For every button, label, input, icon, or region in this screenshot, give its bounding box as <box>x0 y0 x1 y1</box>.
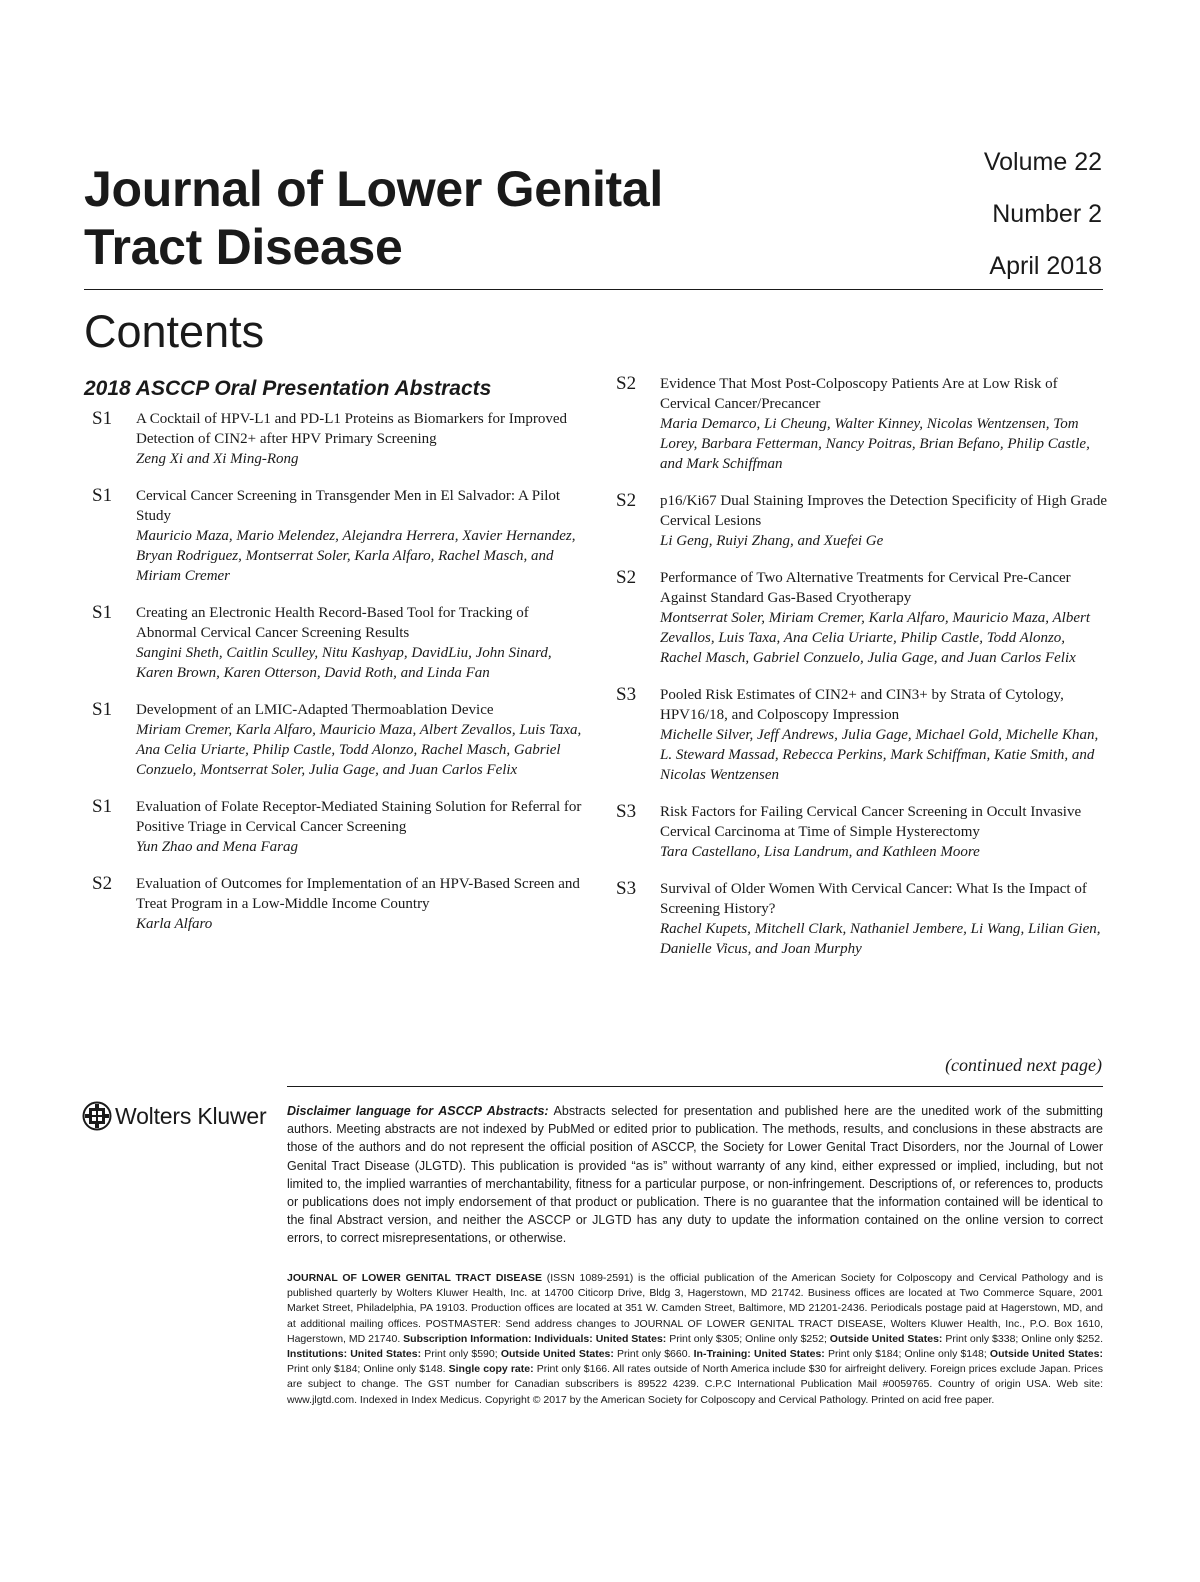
number-label: Number 2 <box>992 200 1102 228</box>
continued-note: (continued next page) <box>945 1055 1102 1075</box>
pubinfo-text: Print only $166. All rates outside of North America include $30 for airfreight delivery. Foreign prices exclude Japan. Prices are subject to change. The GST number for Canadian subscribers is 89522 4239. C.P.C International Publication Mail #0059765. Country of origin USA. Web site: www.jlgtd.com. Indexed in Index Medicus. Copyright © 2017 by the American Society for Colposcopy and Cervical Pathology. Printed on acid free paper. <box>287 1363 1103 1406</box>
pubinfo-label: In-Training: United States: <box>693 1348 825 1361</box>
toc-entry-title: Evaluation of Outcomes for Implementation of an HPV-Based Screen and Treat Program in a Low-Middle Income Country <box>136 876 580 912</box>
pubinfo-text: Print only $184; Online only $148. <box>287 1363 449 1376</box>
toc-entry-authors: Yun Zhao and Mena Farag <box>136 839 298 855</box>
toc-entry-title: Performance of Two Alternative Treatments for Cervical Pre-Cancer Against Standard Gas-Based Cryotherapy <box>660 570 1071 606</box>
toc-entry-title: Survival of Older Women With Cervical Cancer: What Is the Impact of Screening History? <box>660 881 1087 917</box>
toc-entry-authors: Zeng Xi and Xi Ming-Rong <box>136 451 299 467</box>
toc-entry-title: Pooled Risk Estimates of CIN2+ and CIN3+ by Strata of Cytology, HPV16/18, and Colposcopy Impression <box>660 687 1064 723</box>
pubinfo-label: Institutions: United States: <box>287 1348 422 1361</box>
toc-page-number: S2 <box>616 373 637 394</box>
toc-page-number: S1 <box>92 699 113 720</box>
pubinfo-label: Outside United States: <box>500 1348 614 1361</box>
toc-entry-title: Evidence That Most Post-Colposcopy Patients Are at Low Risk of Cervical Cancer/Precancer <box>660 376 1058 412</box>
publisher-logo <box>82 1100 266 1132</box>
toc-entry[interactable] <box>616 491 1108 551</box>
contents-column-left <box>92 409 592 951</box>
publication-info <box>287 1271 1103 1408</box>
pubinfo-journal-name: JOURNAL OF LOWER GENITAL TRACT DISEASE <box>287 1272 542 1284</box>
pubinfo-text: (ISSN 1089-2591) is the official publication of the American Society for Colposcopy and Cervical Pathology and is published quarterly by Wolters Kluwer Health, Inc. at 14700 Citicorp Drive, Bldg 3, Hagerstown, MD 21742. Business offices are located at Two Commerce Square, 2001 Market Street, Philadelphia, PA 19103. Production offices are located at 351 W. Camden Street, Baltimore, MD 21201-2436. Periodicals postage paid at Hagerstown, MD, and at additional mailing offices. POSTMASTER: Send address changes to JOURNAL OF LOWER GENITAL TRACT DISEASE, Wolters Kluwer Health, Inc., P.O. Box 1610, Hagerstown, MD 21740. <box>287 1272 1103 1345</box>
toc-entry[interactable] <box>92 797 592 857</box>
issue-info <box>984 136 1102 292</box>
toc-entry-authors: Mauricio Maza, Mario Melendez, Alejandra Herrera, Xavier Hernandez, Bryan Rodriguez, Montserrat Soler, Karla Alfaro, Rachel Masch, and Miriam Cremer <box>136 528 576 584</box>
toc-entry-authors: Karla Alfaro <box>136 916 213 932</box>
toc-page-number: S1 <box>92 602 113 623</box>
toc-page-number: S1 <box>92 408 113 429</box>
toc-entry-authors: Maria Demarco, Li Cheung, Walter Kinney, Nicolas Wentzensen, Tom Lorey, Barbara Fetterman, Nancy Poitras, Brian Befano, Philip Castle, and Mark Schiffman <box>660 416 1090 472</box>
toc-page-number: S2 <box>92 873 113 894</box>
toc-entry[interactable] <box>616 374 1108 474</box>
toc-entry[interactable] <box>92 409 592 469</box>
toc-entry[interactable] <box>92 874 592 934</box>
toc-entry[interactable] <box>616 685 1108 785</box>
pubinfo-subscription-label: Subscription Information: Individuals: United States: <box>403 1332 667 1345</box>
toc-page-number: S2 <box>616 567 637 588</box>
toc-page-number: S2 <box>616 490 637 511</box>
toc-entry-authors: Rachel Kupets, Mitchell Clark, Nathaniel Jembere, Li Wang, Lilian Gien, Danielle Vicus, and Joan Murphy <box>660 921 1101 957</box>
toc-page-number: S1 <box>92 485 113 506</box>
footer-divider <box>287 1086 1103 1087</box>
toc-entry-title: Cervical Cancer Screening in Transgender Men in El Salvador: A Pilot Study <box>136 488 561 524</box>
pubinfo-text: Print only $660. <box>613 1348 694 1361</box>
issue-date: April 2018 <box>989 252 1102 280</box>
toc-page-number: S3 <box>616 801 637 822</box>
toc-entry-authors: Miriam Cremer, Karla Alfaro, Mauricio Maza, Albert Zevallos, Luis Taxa, Ana Celia Uriarte, Philip Castle, Todd Alonzo, Rachel Masch, Gabriel Conzuelo, Montserrat Soler, Julia Gage, and Juan Carlos Felix <box>136 722 582 778</box>
toc-entry[interactable] <box>92 700 592 780</box>
toc-entry-authors: Tara Castellano, Lisa Landrum, and Kathleen Moore <box>660 844 980 860</box>
disclaimer-label: Disclaimer language for ASCCP Abstracts: <box>287 1104 549 1118</box>
journal-title <box>84 160 784 276</box>
toc-entry[interactable] <box>616 568 1108 668</box>
toc-entry-title: A Cocktail of HPV-L1 and PD-L1 Proteins as Biomarkers for Improved Detection of CIN2+ after HPV Primary Screening <box>136 411 568 447</box>
pubinfo-text: Print only $305; Online only $252; <box>666 1332 830 1345</box>
pubinfo-text: Print only $590; <box>421 1348 501 1361</box>
publisher-name: Wolters Kluwer <box>115 1102 267 1129</box>
toc-entry-authors: Michelle Silver, Jeff Andrews, Julia Gage, Michael Gold, Michelle Khan, L. Steward Massad, Rebecca Perkins, Mark Schiffman, Katie Smith, and Nicolas Wentzensen <box>660 727 1099 783</box>
contents-heading: Contents <box>84 306 265 357</box>
pubinfo-label: Outside United States: <box>989 1348 1103 1361</box>
disclaimer-text <box>287 1102 1103 1248</box>
toc-entry-title: Creating an Electronic Health Record-Based Tool for Tracking of Abnormal Cervical Cancer Screening Results <box>136 605 529 641</box>
journal-title-line1: Journal of Lower Genital <box>84 161 663 217</box>
section-heading: 2018 ASCCP Oral Presentation Abstracts <box>84 377 492 400</box>
toc-page-number: S3 <box>616 684 637 705</box>
disclaimer-body: Abstracts selected for presentation and published here are the unedited work of the submitting authors. Meeting abstracts are not indexed by PubMed or edited prior to publication. The methods, results, and conclusions in these abstracts are those of the authors and do not represent the official position of ASCCP, the Society for Lower Genital Tract Disorders, nor the Journal of Lower Genital Tract Disease (JLGTD). This publication is provided “as is” without warranty of any kind, either expressed or implied, including, but not limited to, the implied warranties of merchantability, fitness for a particular purpose, or non-infringement. Descriptions of, or references to, products or publications does not imply endorsement of that product or publication. There is no guarantee that the information contained will be identical to the final Abstract version, and neither the ASCCP or JLGTD has any duty to update the information contained on the online version to correct errors, to correct misrepresentations, or otherwise. <box>287 1104 1103 1246</box>
toc-entry[interactable] <box>92 486 592 586</box>
toc-page-number: S3 <box>616 878 637 899</box>
pubinfo-text: Print only $184; Online only $148; <box>824 1348 990 1361</box>
toc-entry-authors: Sangini Sheth, Caitlin Sculley, Nitu Kashyap, DavidLiu, John Sinard, Karen Brown, Karen Otterson, David Roth, and Linda Fan <box>136 645 552 681</box>
wolters-kluwer-logo-icon <box>82 1101 112 1131</box>
toc-entry[interactable] <box>616 879 1108 959</box>
toc-entry-authors: Montserrat Soler, Miriam Cremer, Karla Alfaro, Mauricio Maza, Albert Zevallos, Luis Taxa, Ana Celia Uriarte, Philip Castle, Todd Alonzo, Rachel Masch, Gabriel Conzuelo, Julia Gage, and Juan Carlos Felix <box>660 610 1091 666</box>
toc-entry-authors: Li Geng, Ruiyi Zhang, and Xuefei Ge <box>660 533 884 549</box>
toc-entry-title: Development of an LMIC-Adapted Thermoablation Device <box>136 702 494 718</box>
pubinfo-label: Outside United States: <box>829 1332 943 1345</box>
journal-title-line2: Tract Disease <box>84 219 403 275</box>
toc-entry-title: p16/Ki67 Dual Staining Improves the Detection Specificity of High Grade Cervical Lesions <box>660 493 1107 529</box>
toc-entry[interactable] <box>616 802 1108 862</box>
toc-page-number: S1 <box>92 796 113 817</box>
contents-column-right <box>616 374 1108 976</box>
pubinfo-label: Single copy rate: <box>448 1363 534 1376</box>
toc-entry-title: Evaluation of Folate Receptor-Mediated Staining Solution for Referral for Positive Triage in Cervical Cancer Screening <box>136 799 582 835</box>
header-divider <box>84 289 1103 290</box>
volume-label: Volume 22 <box>983 148 1102 176</box>
toc-entry-title: Risk Factors for Failing Cervical Cancer Screening in Occult Invasive Cervical Carcinoma at Time of Simple Hysterectomy <box>660 804 1082 840</box>
toc-entry[interactable] <box>92 603 592 683</box>
pubinfo-text: Print only $338; Online only $252. <box>942 1332 1103 1345</box>
